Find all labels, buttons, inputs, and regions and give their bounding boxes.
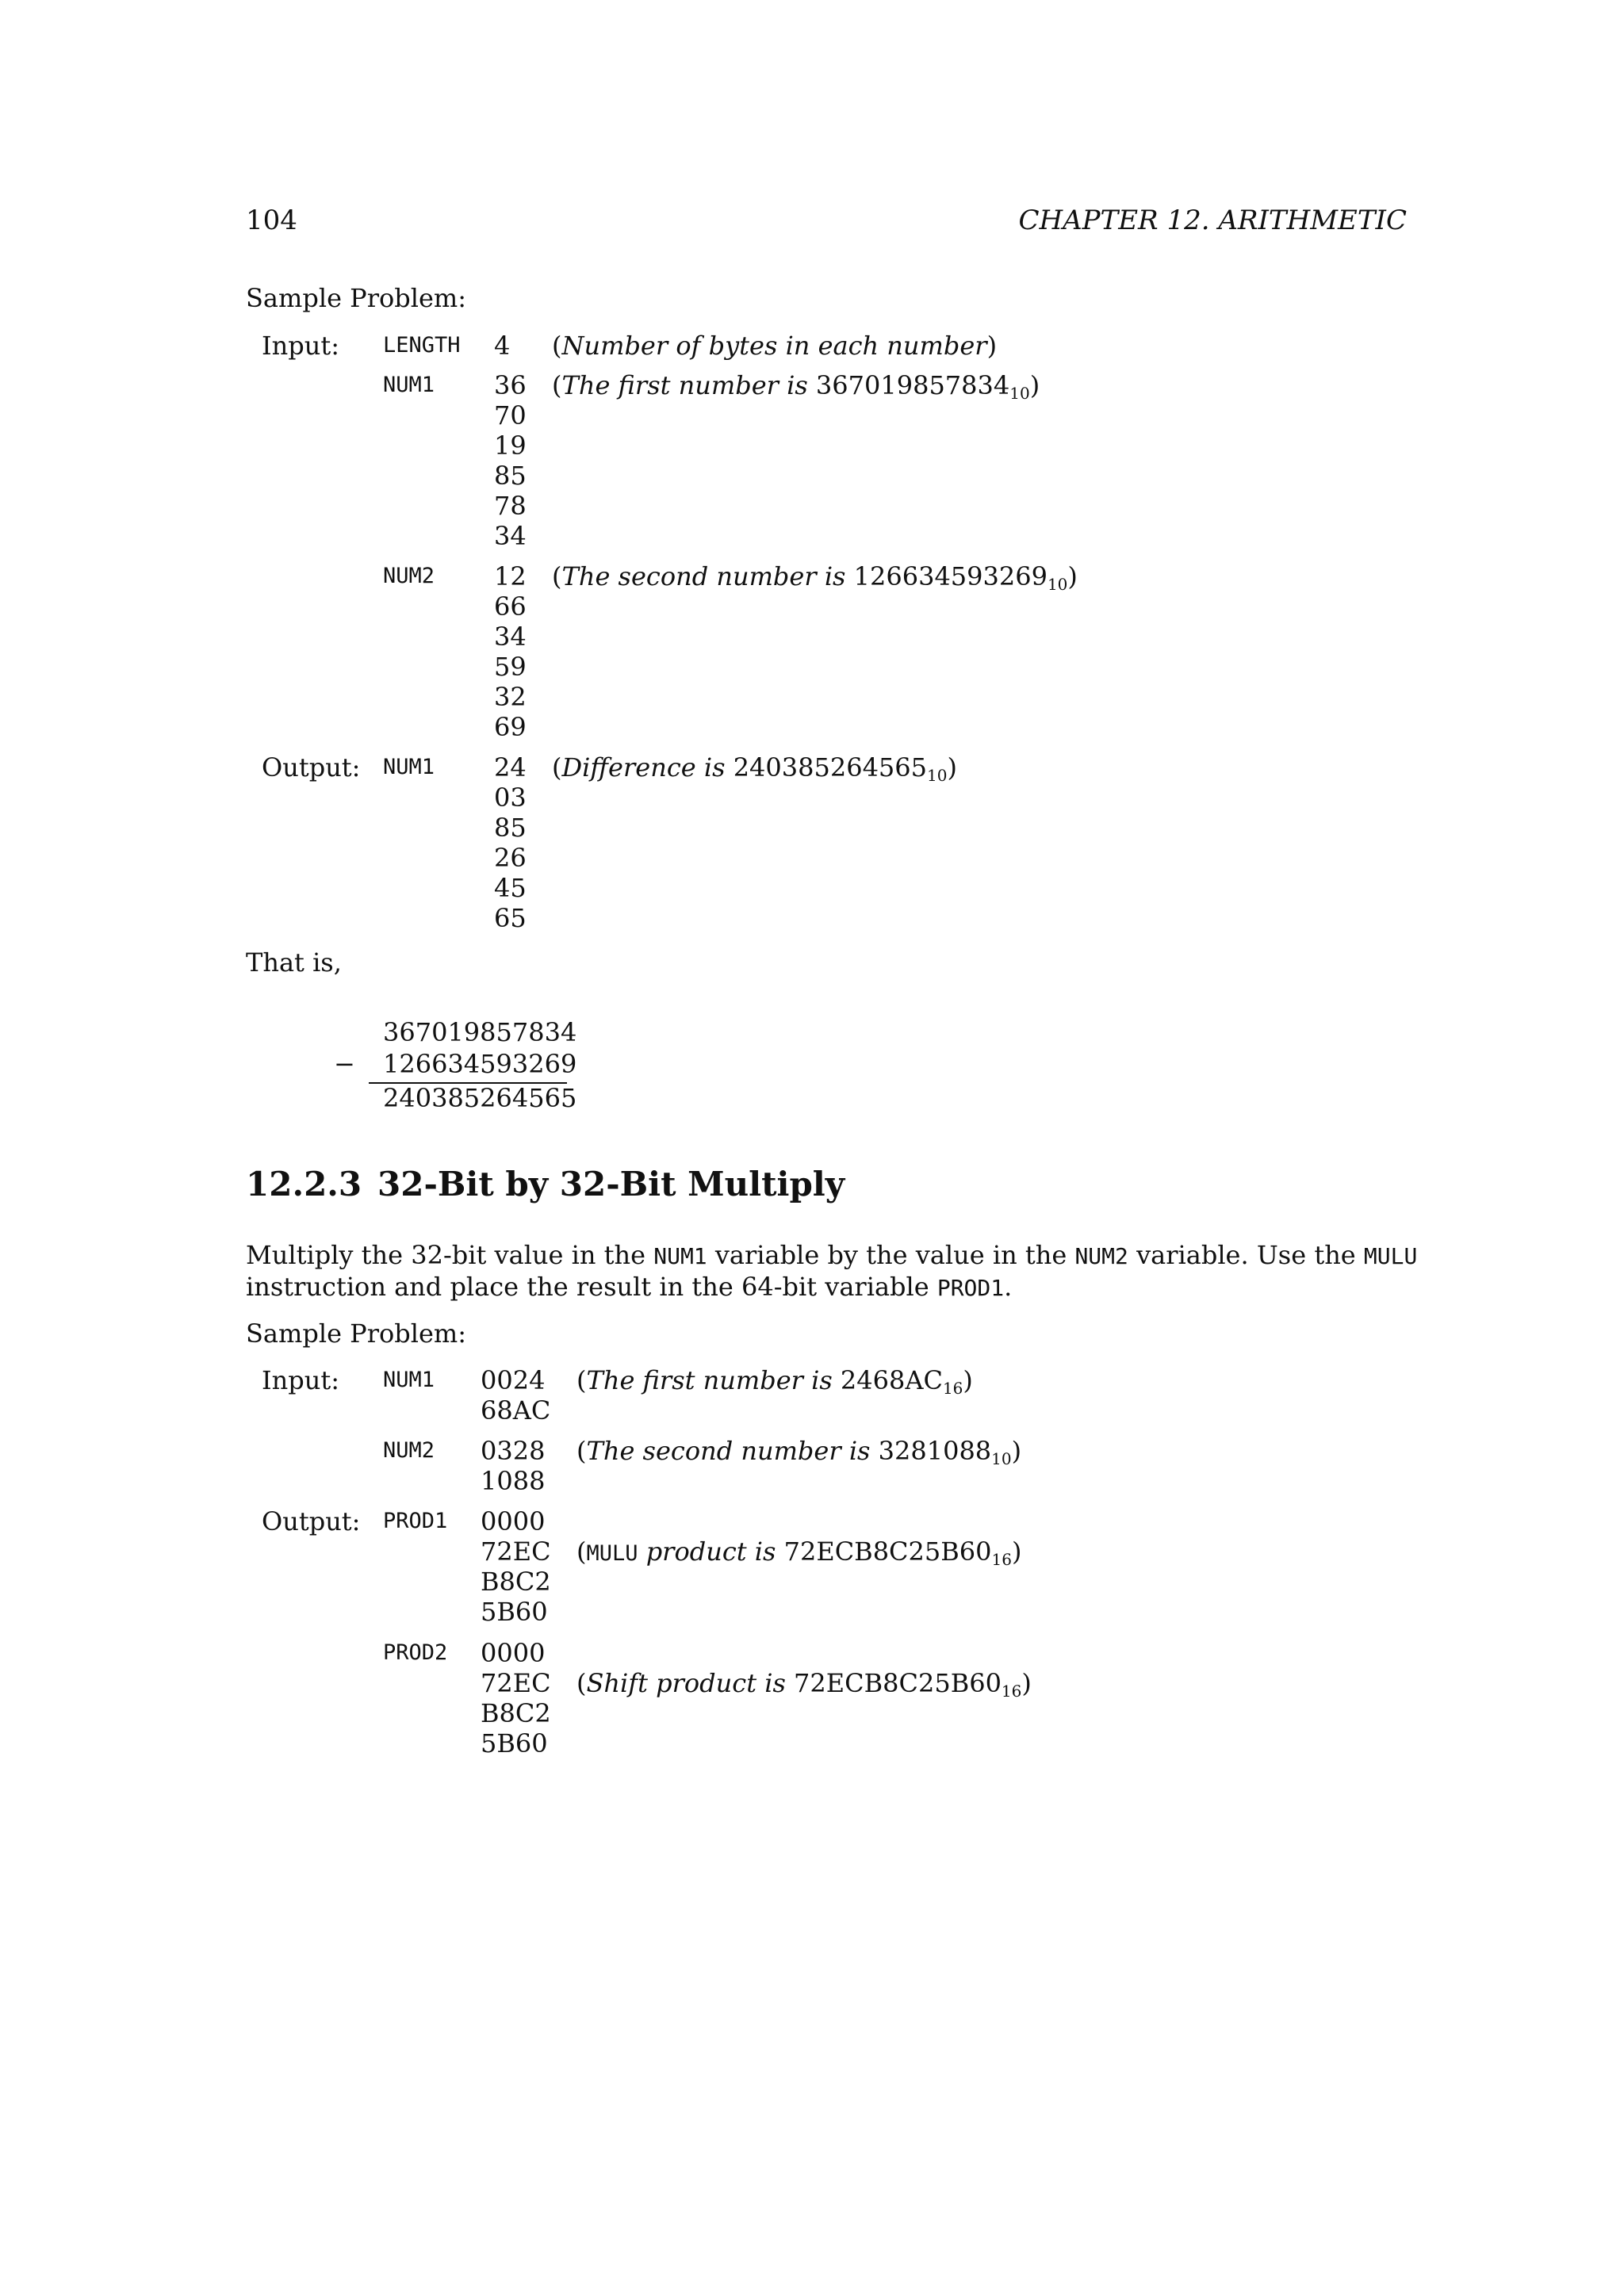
word-value: 5B60 bbox=[481, 1597, 548, 1627]
prod2-comment-number: 72ECB8C25B60 bbox=[794, 1668, 1002, 1698]
byte-value: 26 bbox=[494, 843, 527, 873]
code-prod1: PROD1 bbox=[936, 1275, 1005, 1301]
byte-value: 70 bbox=[494, 400, 527, 430]
var-num2: NUM2 bbox=[383, 564, 435, 588]
byte-value: 34 bbox=[494, 622, 527, 652]
base-subscript: 10 bbox=[1009, 384, 1030, 403]
minuend: 367019857834 bbox=[383, 1017, 577, 1047]
chapter-title: CHAPTER 12. ARITHMETIC bbox=[1018, 205, 1407, 236]
subtrahend: 126634593269 bbox=[383, 1049, 577, 1079]
word-value: 0328 bbox=[481, 1436, 546, 1466]
base-subscript: 16 bbox=[942, 1379, 963, 1398]
num1-comment-number: 367019857834 bbox=[815, 370, 1010, 400]
length-comment-text: Number of bytes in each number bbox=[561, 331, 987, 361]
section-title: 32-Bit by 32-Bit Multiply bbox=[377, 1165, 845, 1203]
word-value: 0000 bbox=[481, 1638, 546, 1668]
prod2-comment-text: Shift product is bbox=[586, 1668, 786, 1698]
byte-value: 66 bbox=[494, 591, 527, 622]
prod1-comment-number: 72ECB8C25B60 bbox=[783, 1536, 992, 1567]
byte-value: 69 bbox=[494, 712, 527, 742]
byte-value: 45 bbox=[494, 873, 527, 903]
paren-open: ( bbox=[552, 331, 562, 361]
prod1-words bbox=[481, 1506, 551, 1627]
prod1-comment: (MULU product is $72ECB8C25B60_{16}$) bbox=[576, 1536, 1022, 1569]
num2-comment-text: The second number is bbox=[561, 561, 846, 591]
that-is-text: That is, bbox=[246, 947, 342, 978]
paragraph-text: Multiply the 32-bit value in the bbox=[246, 1240, 654, 1270]
code-num2: NUM2 bbox=[1074, 1243, 1128, 1269]
num1-comment-number-2: 2468AC bbox=[840, 1365, 943, 1395]
num1-words bbox=[481, 1365, 550, 1425]
minus-sign: − bbox=[334, 1049, 355, 1079]
num2-comment-2: (The second number is $3281088_{10}$) bbox=[576, 1436, 1022, 1468]
byte-value: 65 bbox=[494, 903, 527, 933]
var-num1-2: NUM1 bbox=[383, 1368, 435, 1392]
word-value: 1088 bbox=[481, 1466, 546, 1496]
byte-value: 78 bbox=[494, 491, 527, 521]
word-value: 72EC bbox=[481, 1536, 551, 1567]
output-label-2: Output: bbox=[262, 1506, 361, 1536]
sample-problem-label-2: Sample Problem: bbox=[246, 1318, 467, 1349]
code-mulu-comment: MULU bbox=[586, 1541, 638, 1566]
difference-comment-number: 240385264565 bbox=[733, 752, 927, 783]
sample-problem-label: Sample Problem: bbox=[246, 283, 467, 313]
section-number: 12.2.3 bbox=[246, 1165, 362, 1203]
paragraph-text: variable by the value in the bbox=[707, 1240, 1075, 1270]
word-value: B8C2 bbox=[481, 1698, 551, 1728]
base-subscript: 10 bbox=[991, 1449, 1012, 1468]
var-prod2: PROD2 bbox=[383, 1640, 448, 1665]
var-num1: NUM1 bbox=[383, 373, 435, 397]
word-value: B8C2 bbox=[481, 1567, 551, 1597]
var-num2-2: NUM2 bbox=[383, 1438, 435, 1463]
byte-value: 36 bbox=[494, 370, 527, 400]
num1-bytes bbox=[494, 370, 527, 551]
code-num1: NUM1 bbox=[653, 1243, 707, 1269]
byte-value: 34 bbox=[494, 521, 527, 551]
byte-value: 24 bbox=[494, 752, 527, 783]
byte-value: 32 bbox=[494, 682, 527, 712]
paragraph-line-2 bbox=[246, 1271, 1012, 1303]
var-length: LENGTH bbox=[383, 333, 461, 358]
byte-value: 59 bbox=[494, 652, 527, 682]
prod2-words bbox=[481, 1638, 551, 1758]
paragraph-text: . bbox=[1004, 1272, 1013, 1302]
length-comment bbox=[552, 331, 997, 361]
subtraction-result: 240385264565 bbox=[383, 1083, 577, 1113]
num1-comment-2: (The first number is $2468AC_{16}$) bbox=[576, 1365, 973, 1398]
num1-comment-text: The first number is bbox=[561, 370, 808, 400]
code-mulu: MULU bbox=[1363, 1243, 1418, 1269]
num1-comment-text-2: The first number is bbox=[586, 1365, 833, 1395]
word-value: 0024 bbox=[481, 1365, 546, 1395]
word-value: 0000 bbox=[481, 1506, 546, 1536]
byte-value: 12 bbox=[494, 561, 527, 591]
input-label: Input: bbox=[262, 331, 339, 361]
byte-value: 19 bbox=[494, 430, 527, 461]
byte-value: 03 bbox=[494, 783, 527, 813]
num1-comment: (The first number is $367019857834_{10}$) bbox=[552, 370, 1040, 403]
prod1-comment-text: product is bbox=[645, 1536, 776, 1567]
word-value: 5B60 bbox=[481, 1728, 548, 1758]
paragraph-text: instruction and place the result in the 64-bit variable bbox=[246, 1272, 937, 1302]
base-subscript: 16 bbox=[991, 1550, 1012, 1569]
num2-bytes bbox=[494, 561, 527, 742]
var-num1-output: NUM1 bbox=[383, 755, 435, 779]
var-prod1: PROD1 bbox=[383, 1509, 448, 1533]
word-value: 68AC bbox=[481, 1395, 551, 1425]
base-subscript: 10 bbox=[927, 766, 948, 785]
paren-close: ) bbox=[986, 331, 998, 361]
word-value: 72EC bbox=[481, 1668, 551, 1698]
byte-value: 85 bbox=[494, 461, 527, 491]
output-label: Output: bbox=[262, 752, 361, 783]
base-subscript: 10 bbox=[1047, 575, 1068, 594]
num2-comment-number-2: 3281088 bbox=[878, 1436, 992, 1466]
byte-value: 85 bbox=[494, 813, 527, 843]
input-label-2: Input: bbox=[262, 1365, 339, 1395]
base-subscript: 16 bbox=[1001, 1682, 1022, 1701]
difference-comment: (Difference is $240385264565_{10}$) bbox=[552, 752, 957, 785]
page-number: 104 bbox=[246, 205, 297, 236]
prod2-comment: (Shift product is $72ECB8C25B60_{16}$) bbox=[576, 1668, 1032, 1701]
num2-comment-text-2: The second number is bbox=[586, 1436, 871, 1466]
difference-comment-text: Difference is bbox=[561, 752, 726, 783]
num2-comment: (The second number is $126634593269_{10}$) bbox=[552, 561, 1078, 594]
paragraph-text: variable. Use the bbox=[1128, 1240, 1364, 1270]
paragraph-line-1 bbox=[246, 1239, 1417, 1272]
num2-words bbox=[481, 1436, 545, 1496]
difference-bytes bbox=[494, 752, 527, 933]
num2-comment-number: 126634593269 bbox=[853, 561, 1048, 591]
length-value: 4 bbox=[494, 331, 511, 361]
